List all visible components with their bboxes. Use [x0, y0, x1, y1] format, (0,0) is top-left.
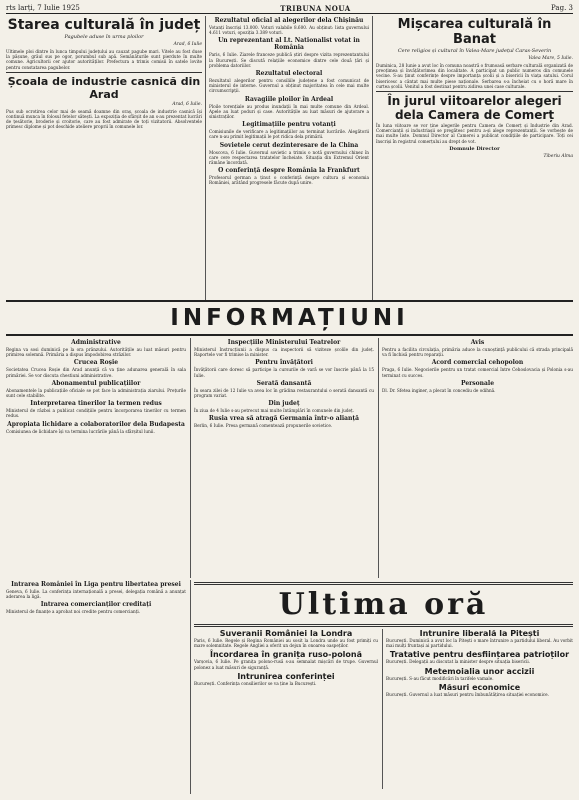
subhead-agriculture: Pagubele aduse în urma ploilor	[64, 34, 144, 40]
news-heading: Intrunirea conferinței	[237, 671, 335, 681]
headline-conference: O conferință despre România la Frankfurt	[218, 167, 360, 175]
info-text: Ministerul Instrucțiunii a dispus ca inspectorii să viziteze școlile din județ. Raportele vor fi trimise la minister.	[194, 347, 374, 358]
info-column-2	[194, 338, 374, 578]
news-text: Geneva, 6 Iulie. La conferința internațională a presei, delegația română a anunțat aderarea la ligă.	[6, 589, 186, 600]
banner-title: INFORMAȚIUNI	[170, 305, 409, 331]
issue-date: rts larți, 7 Iulie 1925	[6, 4, 80, 12]
headline-electoral: Rezultatul electoral	[255, 70, 323, 78]
article-banat: Duminica, 28 Iunie a avut loc în comuna noastră o frumoasă serbare culturală organizată de preoțimea și învățătorimea din localitate. A participat un public numeros din comunele vecine. S-au ținut conferințe despre importanța școlii și a bisericii în viața satului. Corul bisericesc a cântat mai multe piese naționale. Serbarea s-a încheiat cu o horă mare în curtea școlii. Venitul a fost destinat pentru zidirea unei case culturale.	[376, 63, 573, 89]
info-text: În ziua de 4 Iulie s-au petrecut mai multe întâmplări în comunele din județ.	[194, 408, 354, 414]
column-divider	[190, 338, 191, 578]
news-heading: Intrarea României în Liga pentru libertatea presei	[11, 581, 181, 588]
news-text: București. Duminică a avut loc la Pitești o mare întrunire a partidului liberal. Au vorbit mai mulți fruntași ai partidului.	[386, 638, 573, 649]
article-chamber: În luna viitoare se vor ține alegerile pentru Camera de Comerț și Industrie din Arad. Comercianții și industriașii se pregătesc pentru a-și alege reprezentanții. Se vorbește de mai multe liste. Domnul Director al Camerei a publicat condițiile de participare. Toți cei înscriși în registrul comerțului au drept de vot.	[376, 123, 573, 144]
info-text: Învățătorii care doresc să participe la cursurile de vară se vor înscrie până la 15 Iulie.	[194, 367, 374, 378]
article-chisinau: Votanți înscriși 13.000. Voturi valabile 8.600. Au obținut: lista guvernului 4.611 voturi, opoziția 3.389 voturi.	[209, 25, 369, 36]
info-heading: Pentru învățători	[255, 359, 313, 367]
article-agriculture: Ultimele ploi dintre în lunca timpului județului au cauzat pagube mari. Vitele au fost duse la pășune, grâul sus pe ogor, porumbul sub apă. Semănăturile sunt pierdute în multe comune. Agricultorii cer ajutor autorităților. Prefectura a trimis comisii în satele lovite pentru constatarea pagubelor.	[6, 49, 202, 70]
ultima-ora-left	[194, 629, 378, 789]
info-heading: Rusia vrea să atragă Germania într-o alianță	[208, 415, 360, 423]
info-heading: Crucea Roșie	[73, 359, 119, 367]
bottom-left-column	[6, 580, 186, 794]
article-conference: Profesorul german a ținut o conferință despre cultura și economia României, arătând progresele făcute după unire.	[209, 175, 369, 186]
news-text: Ministerul de finanțe a aprobat noi credite pentru comercianți.	[6, 609, 141, 615]
column-divider	[378, 338, 379, 578]
info-heading: Interpretarea tinerilor la termen redus	[30, 400, 162, 408]
ultima-ora-title: Ultima oră	[278, 587, 489, 622]
info-section	[6, 338, 573, 578]
divider	[194, 624, 573, 627]
info-text: Abonamentele la publicațiile oficiale se pot face la administrația ziarului. Prețurile sunt cele stabilite.	[6, 387, 186, 399]
info-heading: Abonamentul publicațiilor	[51, 379, 141, 387]
ultima-ora-columns	[194, 629, 573, 789]
news-heading: Încordarea în granița ruso-polonă	[209, 650, 363, 660]
info-heading: Acord comercial cehopolon	[431, 359, 524, 367]
info-column-3	[382, 338, 573, 578]
bottom-section	[6, 580, 573, 794]
subhead-director: Domnule Director	[449, 145, 500, 152]
info-heading: Din județ	[268, 400, 300, 408]
divider	[194, 582, 573, 585]
top-left-column	[6, 16, 202, 300]
top-right-column	[376, 16, 573, 300]
headline-chamber: În jurul viitoarelor alegeri dela Camera de Comerț	[387, 94, 562, 123]
headline-soviets: Sovietele cerut dezinteresare de la China	[219, 141, 359, 149]
info-heading: Apropiata lichidare a colaboratorilor dela Budapesta	[7, 420, 185, 428]
info-heading: Inspecțiile Ministerului Teatrelor	[227, 339, 341, 346]
column-divider	[372, 16, 373, 300]
info-text: Dl. Dr. Sfetea inginer, a plecat în concediu de odihnă.	[382, 387, 496, 393]
headline-rains: Ravagiile ploilor în Ardeal	[244, 95, 334, 103]
info-text: Ministerul de război a publicat condițiile pentru încorporarea tinerilor cu termen redus.	[6, 408, 186, 419]
headline-school: Școala de industrie casnică din Arad	[7, 74, 201, 101]
signature-chamber: Tiberiu Alma	[543, 153, 573, 159]
article-soviets: Moscova, 6 Iulie. Guvernul sovietic a trimis o notă guvernului chinez în care cere respectarea tratatelor încheiate. Situația din Extremul Orient rămâne încordată.	[209, 149, 369, 166]
top-section	[6, 16, 573, 300]
byline-school: Arad, 6 Iulie.	[172, 101, 202, 107]
info-text: Pentru a facilita circulația, primăria aduce la cunoștință publicului că strada principală va fi închisă pentru reparații.	[382, 347, 573, 358]
info-text: În seara zilei de 12 Iulie va avea loc în grădina restaurantului o serată dansantă cu program variat.	[194, 387, 374, 399]
page-number: Pag. 3	[551, 4, 573, 12]
info-text: Comisiunea de lichidare își va termina lucrările până la sfârșitul lunii.	[6, 428, 155, 434]
news-text: Paris, 6 Iulie. Regele și Regina României au sosit la Londra unde au fost primiți cu mare solemnitate. Regele Angliei a oferit un dejun în onoarea oaspeților.	[194, 638, 378, 649]
info-text: Berlin, 6 Iulie. Presa germană comentează propunerile sovietice.	[194, 423, 333, 429]
info-text: Praga, 6 Iulie. Negocierile pentru un tratat comercial între Cehoslovacia și Polonia s-au terminat cu succes.	[382, 367, 573, 378]
news-heading: Metemoialia unor accizii	[424, 666, 535, 676]
byline-agriculture: Arad, 6 Iulie	[173, 42, 202, 47]
divider	[6, 72, 202, 73]
masthead	[6, 3, 573, 14]
news-text: Varșovia, 6 Iulie. Pe granița polono-rusă s-au semnalat mișcări de trupe. Guvernul polonez a luat măsuri de siguranță.	[194, 659, 378, 670]
news-text: București. Conferința consilierilor se va ține la București.	[194, 680, 317, 686]
info-heading: Serată dansantă	[256, 379, 312, 387]
divider	[376, 91, 573, 92]
headline-chisinau: Rezultatul oficial al alegerilor dela Chișinău	[214, 17, 364, 24]
news-text: București. Delegații au discutat la minister despre situația bisericii.	[386, 659, 531, 665]
news-heading: Tratative pentru desființarea patrioților	[389, 650, 570, 660]
info-heading: Administrative	[71, 339, 121, 346]
top-middle-column	[209, 16, 369, 300]
info-heading: Personale	[460, 379, 495, 387]
newspaper-title: TRIBUNA NOUA	[280, 3, 351, 13]
news-heading: Intrarea comercianților creditați	[40, 601, 152, 609]
byline-banat: Valea Mare, 5 Iulie.	[528, 56, 573, 61]
article-school: Pus sub ocrotirea celor mai de seamă doamne din oraș, școala de industrie casnică își continuă munca în folosul fetelor sătești. La expoziția de sfârșit de an s-au prezentat lucrări de țesătorie, broderie și croitorie, care au fost admirate de toți vizitatorii. Absolventele primesc diplome și pot deschide ateliere proprii în comunele lor.	[6, 108, 202, 130]
info-column-1	[6, 338, 186, 578]
column-divider	[205, 16, 206, 300]
news-text: București. S-au făcut modificări în tarifele vamale.	[386, 675, 494, 681]
info-text: Societatea Crucea Roșie din Arad anunță că va ține adunarea generală în sala primăriei. Se vor discuta chestiuni administrative.	[6, 367, 186, 378]
article-rains: Ploile torențiale au produs inundații în mai multe comune din Ardeal. Apele au luat poduri și case. Autoritățile au luat măsuri de ajutorare a sinistraților.	[209, 103, 369, 120]
column-divider	[382, 629, 383, 789]
column-divider	[190, 580, 191, 794]
article-legitimations: Comisiunile de verificare a legitimațiilor au terminat lucrările. Alegătorii care n-au primit legitimații le pot ridica dela primării.	[209, 129, 369, 140]
ultima-ora-right	[386, 629, 573, 789]
headline-agriculture: Starea culturală în județ	[7, 17, 201, 33]
headline-banat: Mișcarea culturală în Banat	[397, 17, 552, 47]
article-representative: Paris, 6 Iulie. Ziarele franceze publică știri despre vizita reprezentantului la București. Se discută relațiile economice dintre cele două țări și problema datoriilor.	[209, 52, 369, 68]
article-electoral: Rezultatul alegerilor pentru consiliile județene a fost comunicat de ministerul de interne. Guvernul a obținut majoritatea în cele mai multe circumscripții.	[209, 78, 369, 94]
info-text: Regina va sosi duminică pe la ora prânzului. Autoritățile au luat măsuri pentru primirea solemnă. Primăria a dispus împodobirea străzilor.	[6, 347, 186, 358]
news-text: București. Guvernul a luat măsuri pentru îmbunătățirea situației economice.	[386, 691, 549, 697]
news-heading: Măsuri economice	[438, 682, 521, 692]
subhead-banat: Cere religios și cultural în Valea-Mare județul Caras-Severin	[397, 48, 552, 54]
headline-representative: Un reprezentant al Lt. Nationalist votat in România	[218, 37, 360, 52]
headline-legitimations: Legitimațiile pentru votanți	[242, 121, 336, 129]
informatiuni-banner	[6, 300, 573, 336]
info-heading: Avis	[470, 339, 485, 346]
news-heading: Suveranii României la Londra	[219, 629, 353, 638]
news-heading: Intrunire liberală la Pitești	[419, 629, 540, 638]
ultima-ora-block	[194, 580, 573, 794]
